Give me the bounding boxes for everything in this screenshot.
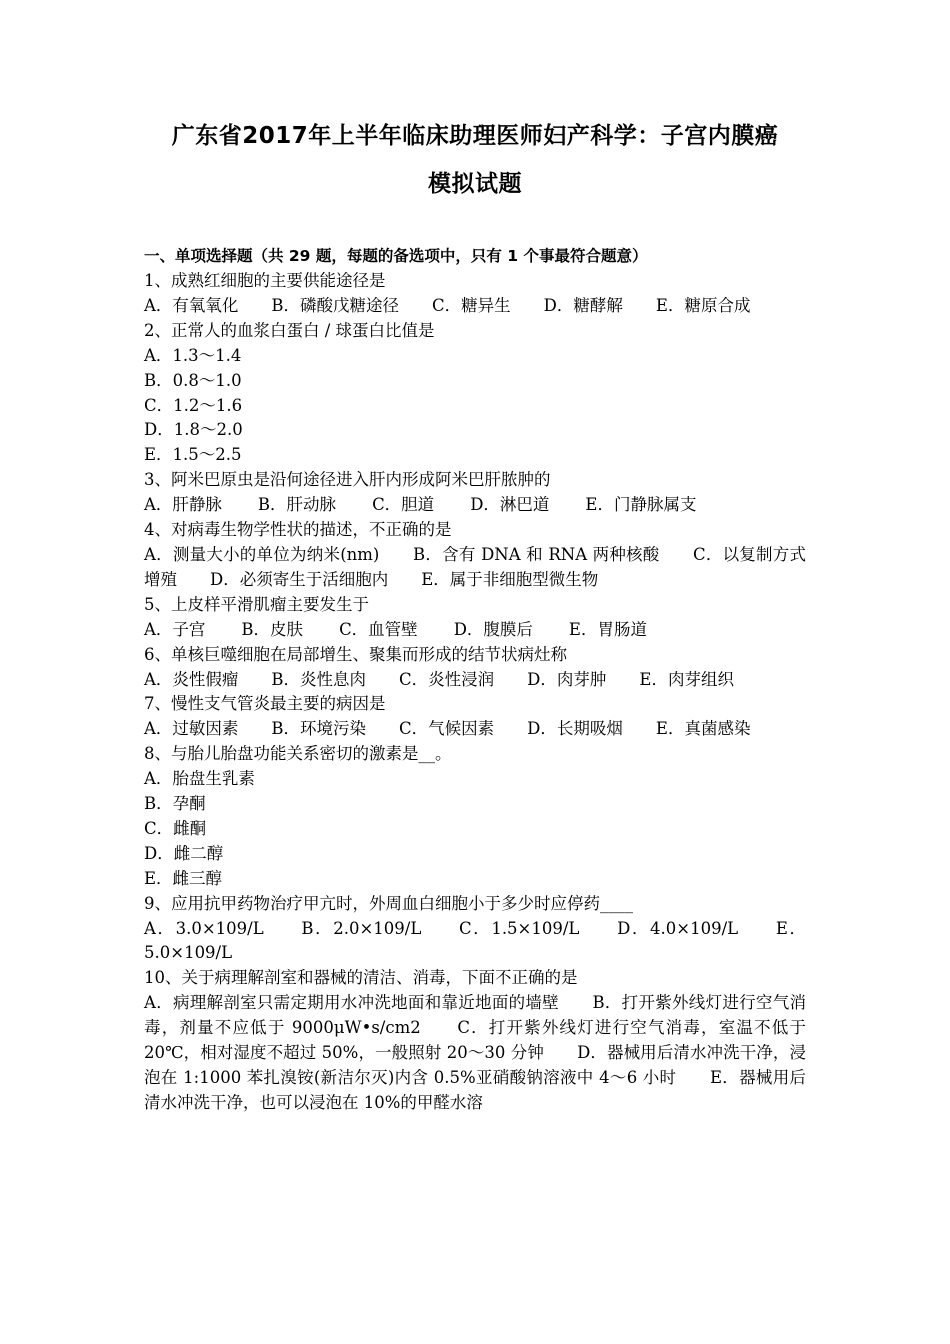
- question-5-options: [144, 618, 806, 643]
- document-page: [144, 0, 806, 1116]
- question-8-stem: 8、与胎儿胎盘功能关系密切的激素是__。: [144, 744, 452, 764]
- document-title: [144, 0, 806, 208]
- question-6-stem: 6、单核巨噬细胞在局部增生、聚集而形成的结节状病灶称: [144, 644, 567, 664]
- question-3-stem: 3、阿米巴原虫是沿何途径进入肝内形成阿米巴肝脓肿的: [144, 470, 551, 490]
- question-2-stem: 2、正常人的血浆白蛋白 / 球蛋白比值是: [144, 320, 435, 340]
- question-5-option-d: D．腹膜后: [453, 619, 533, 639]
- title-line-2: 模拟试题: [428, 171, 522, 197]
- question-4-options: A．测量大小的单位为纳米(nm) B．含有 DNA 和 RNA 两种核酸 C．以复制方式增殖 D．必须寄生于活细胞内 E．属于非细胞型微生物: [144, 544, 806, 589]
- question-1-options: A．有氧氧化 B．磷酸戊糖途径 C．糖异生 D．糖酵解 E．糖原合成: [144, 295, 751, 315]
- question-8-option-c: C．雌酮: [144, 818, 207, 838]
- question-10-options: A．病理解剖室只需定期用水冲洗地面和靠近地面的墙壁 B．打开紫外线灯进行空气消毒，剂量不应低于 9000μW•s/cm2 C．打开紫外线灯进行空气消毒，室温不低于 20℃，相对湿度不超过 50%，一般照射 20～30 分钟 D．器械用后清水冲洗干净，浸泡在 1:1000 苯扎溴铵(新洁尔灭)内含 0.5%亚硝酸钠溶液中 4～6 小时 E．器械用后清水冲洗干净，也可以浸泡在 10%的甲醛水溶: [144, 993, 806, 1112]
- question-1-stem: 1、成熟红细胞的主要供能途径是: [144, 271, 386, 290]
- question-5-option-a: A．子宫: [144, 619, 206, 639]
- question-5-option-c: C．血管壁: [339, 619, 418, 639]
- question-9-options: A．3.0×109/L B．2.0×109/L C．1.5×109/L D．4.0×109/L E．5.0×109/L: [144, 918, 806, 963]
- question-2-option-a: A．1.3～1.4: [144, 345, 242, 365]
- question-3-option-a: A．肝静脉: [144, 495, 222, 515]
- question-4-stem: 4、对病毒生物学性状的描述，不正确的是: [144, 520, 452, 540]
- question-2-option-e: E．1.5～2.5: [144, 445, 242, 465]
- question-9-stem: 9、应用抗甲药物治疗甲亢时，外周血白细胞小于多少时应停药____: [144, 893, 633, 913]
- question-6-options: A．炎性假瘤 B．炎性息肉 C．炎性浸润 D．肉芽肿 E．肉芽组织: [144, 669, 734, 689]
- question-3-option-d: D．淋巴道: [470, 495, 550, 515]
- question-8-option-b: B．孕酮: [144, 794, 206, 814]
- question-7-options: A．过敏因素 B．环境污染 C．气候因素 D．长期吸烟 E．真菌感染: [144, 719, 751, 739]
- question-8-option-a: A．胎盘生乳素: [144, 769, 255, 789]
- question-3-option-c: C．胆道: [372, 495, 435, 515]
- question-3-options: [144, 493, 806, 518]
- question-8-option-d: D．雌二醇: [144, 843, 224, 863]
- question-3-option-e: E．门静脉属支: [585, 495, 697, 515]
- question-5-option-e: E．胃肠道: [568, 619, 647, 639]
- question-10-stem: 10、关于病理解剖室和器械的清洁、消毒，下面不正确的是: [144, 968, 578, 988]
- question-2-option-b: B．0.8～1.0: [144, 370, 242, 390]
- question-8-option-e: E．雌三醇: [144, 868, 223, 888]
- question-5-stem: 5、上皮样平滑肌瘤主要发生于: [144, 594, 369, 614]
- question-2-option-c: C．1.2～1.6: [144, 395, 243, 415]
- question-3-option-b: B．肝动脉: [257, 495, 337, 515]
- section-heading: 一、单项选择题（共 29 题，每题的备选项中，只有 1 个事最符合题意）: [144, 247, 648, 265]
- title-line-1: 广东省2017年上半年临床助理医师妇产科学：子宫内膜癌: [171, 123, 779, 149]
- question-7-stem: 7、慢性支气管炎最主要的病因是: [144, 694, 386, 714]
- question-2-option-d: D．1.8～2.0: [144, 420, 243, 440]
- question-5-option-b: B．皮肤: [241, 619, 304, 639]
